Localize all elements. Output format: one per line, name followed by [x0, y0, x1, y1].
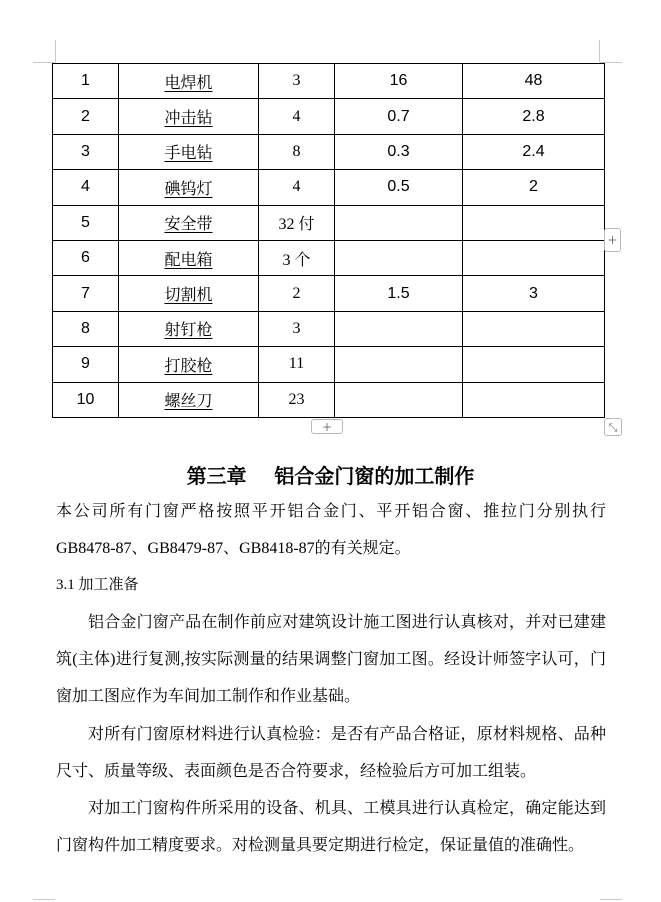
cell-equipment-name: 切割机 — [119, 276, 259, 311]
crop-mark-top-left-v — [55, 40, 56, 62]
cell-equipment-name: 打胶枪 — [119, 347, 259, 382]
add-row-button[interactable]: + — [311, 419, 343, 434]
table-row — [53, 64, 605, 99]
paragraph-1: 铝合金门窗产品在制作前应对建筑设计施工图进行认真核对，并对已建建筑(主体)进行复测,按实际测量的结果调整门窗加工图。经设计师签字认可，门窗加工图应作为车间加工制作和作业基础。 — [56, 614, 606, 705]
table-resize-handle[interactable]: ⤡ — [604, 418, 622, 436]
cell-quantity: 11 — [259, 347, 335, 382]
cell-equipment-name: 配电箱 — [119, 240, 259, 275]
cell-value-1 — [335, 382, 463, 417]
cell-quantity: 4 — [259, 170, 335, 205]
cell-quantity: 3 — [259, 311, 335, 346]
cell-number: 2 — [53, 99, 119, 134]
cell-equipment-name: 安全带 — [119, 205, 259, 240]
cell-equipment-name: 螺丝刀 — [119, 382, 259, 417]
cell-quantity: 3 个 — [259, 240, 335, 275]
cell-value-1: 16 — [335, 64, 463, 99]
paragraph-3: 对加工门窗构件所采用的设备、机具、工模具进行认真检定，确定能达到门窗构件加工精度要求。对检测量具要定期进行检定，保证量值的准确性。 — [56, 800, 606, 854]
cell-number: 9 — [53, 347, 119, 382]
table-row — [53, 170, 605, 205]
table-row — [53, 276, 605, 311]
cell-number: 10 — [53, 382, 119, 417]
cell-value-1 — [335, 240, 463, 275]
cell-value-2: 2.8 — [463, 99, 605, 134]
intro-paragraph: 本公司所有门窗严格按照平开铝合金门、平开铝合窗、推拉门分别执行GB8478-87、GB8479-87、GB8418-87的有关规定。 — [56, 503, 606, 557]
cell-quantity: 4 — [259, 99, 335, 134]
cell-value-2 — [463, 347, 605, 382]
cell-value-1: 1.5 — [335, 276, 463, 311]
equipment-table — [52, 63, 605, 418]
cell-quantity: 8 — [259, 134, 335, 169]
cell-value-1 — [335, 205, 463, 240]
cell-equipment-name: 电焊机 — [119, 64, 259, 99]
cell-quantity: 32 付 — [259, 205, 335, 240]
cell-number: 3 — [53, 134, 119, 169]
cell-equipment-name: 手电钻 — [119, 134, 259, 169]
table-row — [53, 347, 605, 382]
cell-value-1 — [335, 311, 463, 346]
chapter-title: 第三章 铝合金门窗的加工制作 — [186, 464, 475, 488]
table-row — [53, 205, 605, 240]
cell-value-2 — [463, 311, 605, 346]
cell-number: 5 — [53, 205, 119, 240]
cell-number: 8 — [53, 311, 119, 346]
cell-number: 6 — [53, 240, 119, 275]
cell-value-2 — [463, 382, 605, 417]
cell-value-2: 3 — [463, 276, 605, 311]
cell-number: 1 — [53, 64, 119, 99]
table-row — [53, 311, 605, 346]
cell-quantity: 3 — [259, 64, 335, 99]
section-heading: 3.1 加工准备 — [56, 577, 139, 593]
cell-number: 4 — [53, 170, 119, 205]
table-row — [53, 99, 605, 134]
crop-mark-top-right-v — [599, 40, 600, 62]
cell-equipment-name: 冲击钻 — [119, 99, 259, 134]
cell-value-1: 0.5 — [335, 170, 463, 205]
cell-equipment-name: 射钉枪 — [119, 311, 259, 346]
paragraph-2: 对所有门窗原材料进行认真检验：是否有产品合格证，原材料规格、品种尺寸、质量等级、表面颜色是否合符要求，经检验后方可加工组装。 — [56, 726, 606, 780]
table-row — [53, 382, 605, 417]
cell-value-1: 0.7 — [335, 99, 463, 134]
crop-mark-bottom-left-h — [33, 899, 55, 900]
crop-mark-bottom-right-h — [600, 899, 622, 900]
cell-value-1: 0.3 — [335, 134, 463, 169]
cell-value-1 — [335, 347, 463, 382]
equipment-table-body — [53, 64, 605, 418]
table-row — [53, 134, 605, 169]
add-column-button[interactable]: + — [604, 228, 621, 252]
cell-number: 7 — [53, 276, 119, 311]
cell-quantity: 23 — [259, 382, 335, 417]
table-row — [53, 240, 605, 275]
cell-value-2: 2.4 — [463, 134, 605, 169]
cell-quantity: 2 — [259, 276, 335, 311]
cell-equipment-name: 碘钨灯 — [119, 170, 259, 205]
cell-value-2: 48 — [463, 64, 605, 99]
cell-value-2: 2 — [463, 170, 605, 205]
cell-value-2 — [463, 240, 605, 275]
cell-value-2 — [463, 205, 605, 240]
